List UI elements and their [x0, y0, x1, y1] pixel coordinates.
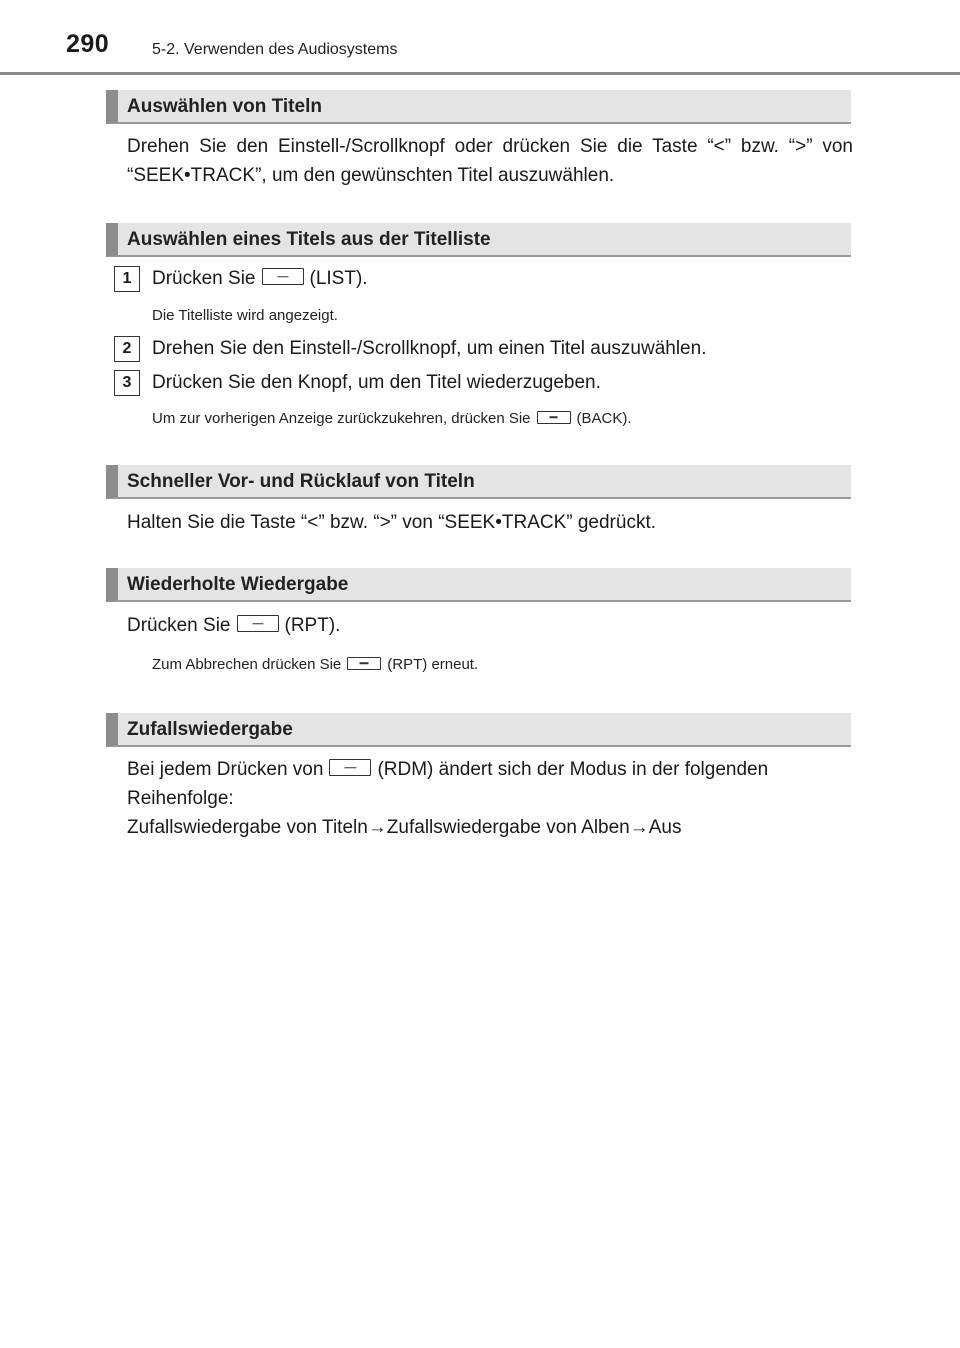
step-1-text [152, 264, 368, 293]
rdm-button-icon [329, 759, 371, 776]
page-header [0, 0, 960, 76]
section-heading-label: Zufallswiedergabe [127, 719, 293, 740]
section-heading-repeat [106, 568, 851, 602]
header-rule [0, 72, 960, 75]
step-number-3: 3 [114, 370, 140, 396]
step-1-text-before: Drücken Sie [152, 268, 256, 289]
step-1-note: Die Titelliste wird angezeigt. [152, 307, 338, 324]
shuffle-sequence: Zufallswiedergabe von Titeln→Zufallswiedergabe von Alben→Aus [127, 817, 682, 838]
step-2-text: Drehen Sie den Einstell-/Scrollknopf, um einen Titel auszuwählen. [152, 338, 707, 359]
repeat-note-before: Zum Abbrechen drücken Sie [152, 656, 342, 673]
section-heading-shuffle [106, 713, 851, 747]
step-3-note-before: Um zur vorherigen Anzeige zurückzukehren, drücken Sie [152, 410, 531, 427]
step-3-note-after: (BACK). [576, 410, 632, 427]
chapter-title: 5-2. Verwenden des Audiosystems [152, 41, 398, 58]
section-heading-label: Auswählen von Titeln [127, 96, 322, 117]
back-button-icon [537, 411, 571, 424]
step-1-text-after: (LIST). [309, 268, 368, 289]
section-heading-title-list [106, 223, 851, 257]
section-heading-fast-forward [106, 465, 851, 499]
section-heading-select-titles [106, 90, 851, 124]
section-text-select-titles: Drehen Sie den Einstell-/Scrollknopf oder drücken Sie die Taste “<” bzw. “>” von “SEEK•TRACK”, um den gewünschten Titel auszuwählen. [127, 136, 853, 186]
rpt-button-icon-small [347, 657, 381, 670]
section-heading-label: Auswählen eines Titels aus der Titelliste [127, 229, 491, 250]
section-heading-label: Wiederholte Wiedergabe [127, 574, 349, 595]
list-button-icon [262, 268, 304, 285]
section-heading-label: Schneller Vor- und Rücklauf von Titeln [127, 471, 475, 492]
repeat-text-before: Drücken Sie [127, 615, 231, 636]
section-text-shuffle [127, 755, 853, 813]
step-3-text: Drücken Sie den Knopf, um den Titel wiederzugeben. [152, 372, 601, 393]
section-text-fast-forward: Halten Sie die Taste “<” bzw. “>” von “SEEK•TRACK” gedrückt. [127, 512, 657, 533]
repeat-text-after: (RPT). [284, 615, 341, 636]
page-number: 290 [66, 30, 110, 58]
repeat-note-after: (RPT) erneut. [387, 656, 479, 673]
section-text-repeat [127, 611, 340, 640]
repeat-note [152, 655, 478, 675]
step-number-1: 1 [114, 266, 140, 292]
shuffle-text-after: (RDM) ändert sich der Modus in der folgenden Reihenfolge: [127, 759, 769, 809]
step-number-2: 2 [114, 336, 140, 362]
shuffle-text-before: Bei jedem Drücken von [127, 759, 324, 780]
step-3-note [152, 409, 632, 429]
rpt-button-icon [237, 615, 279, 632]
